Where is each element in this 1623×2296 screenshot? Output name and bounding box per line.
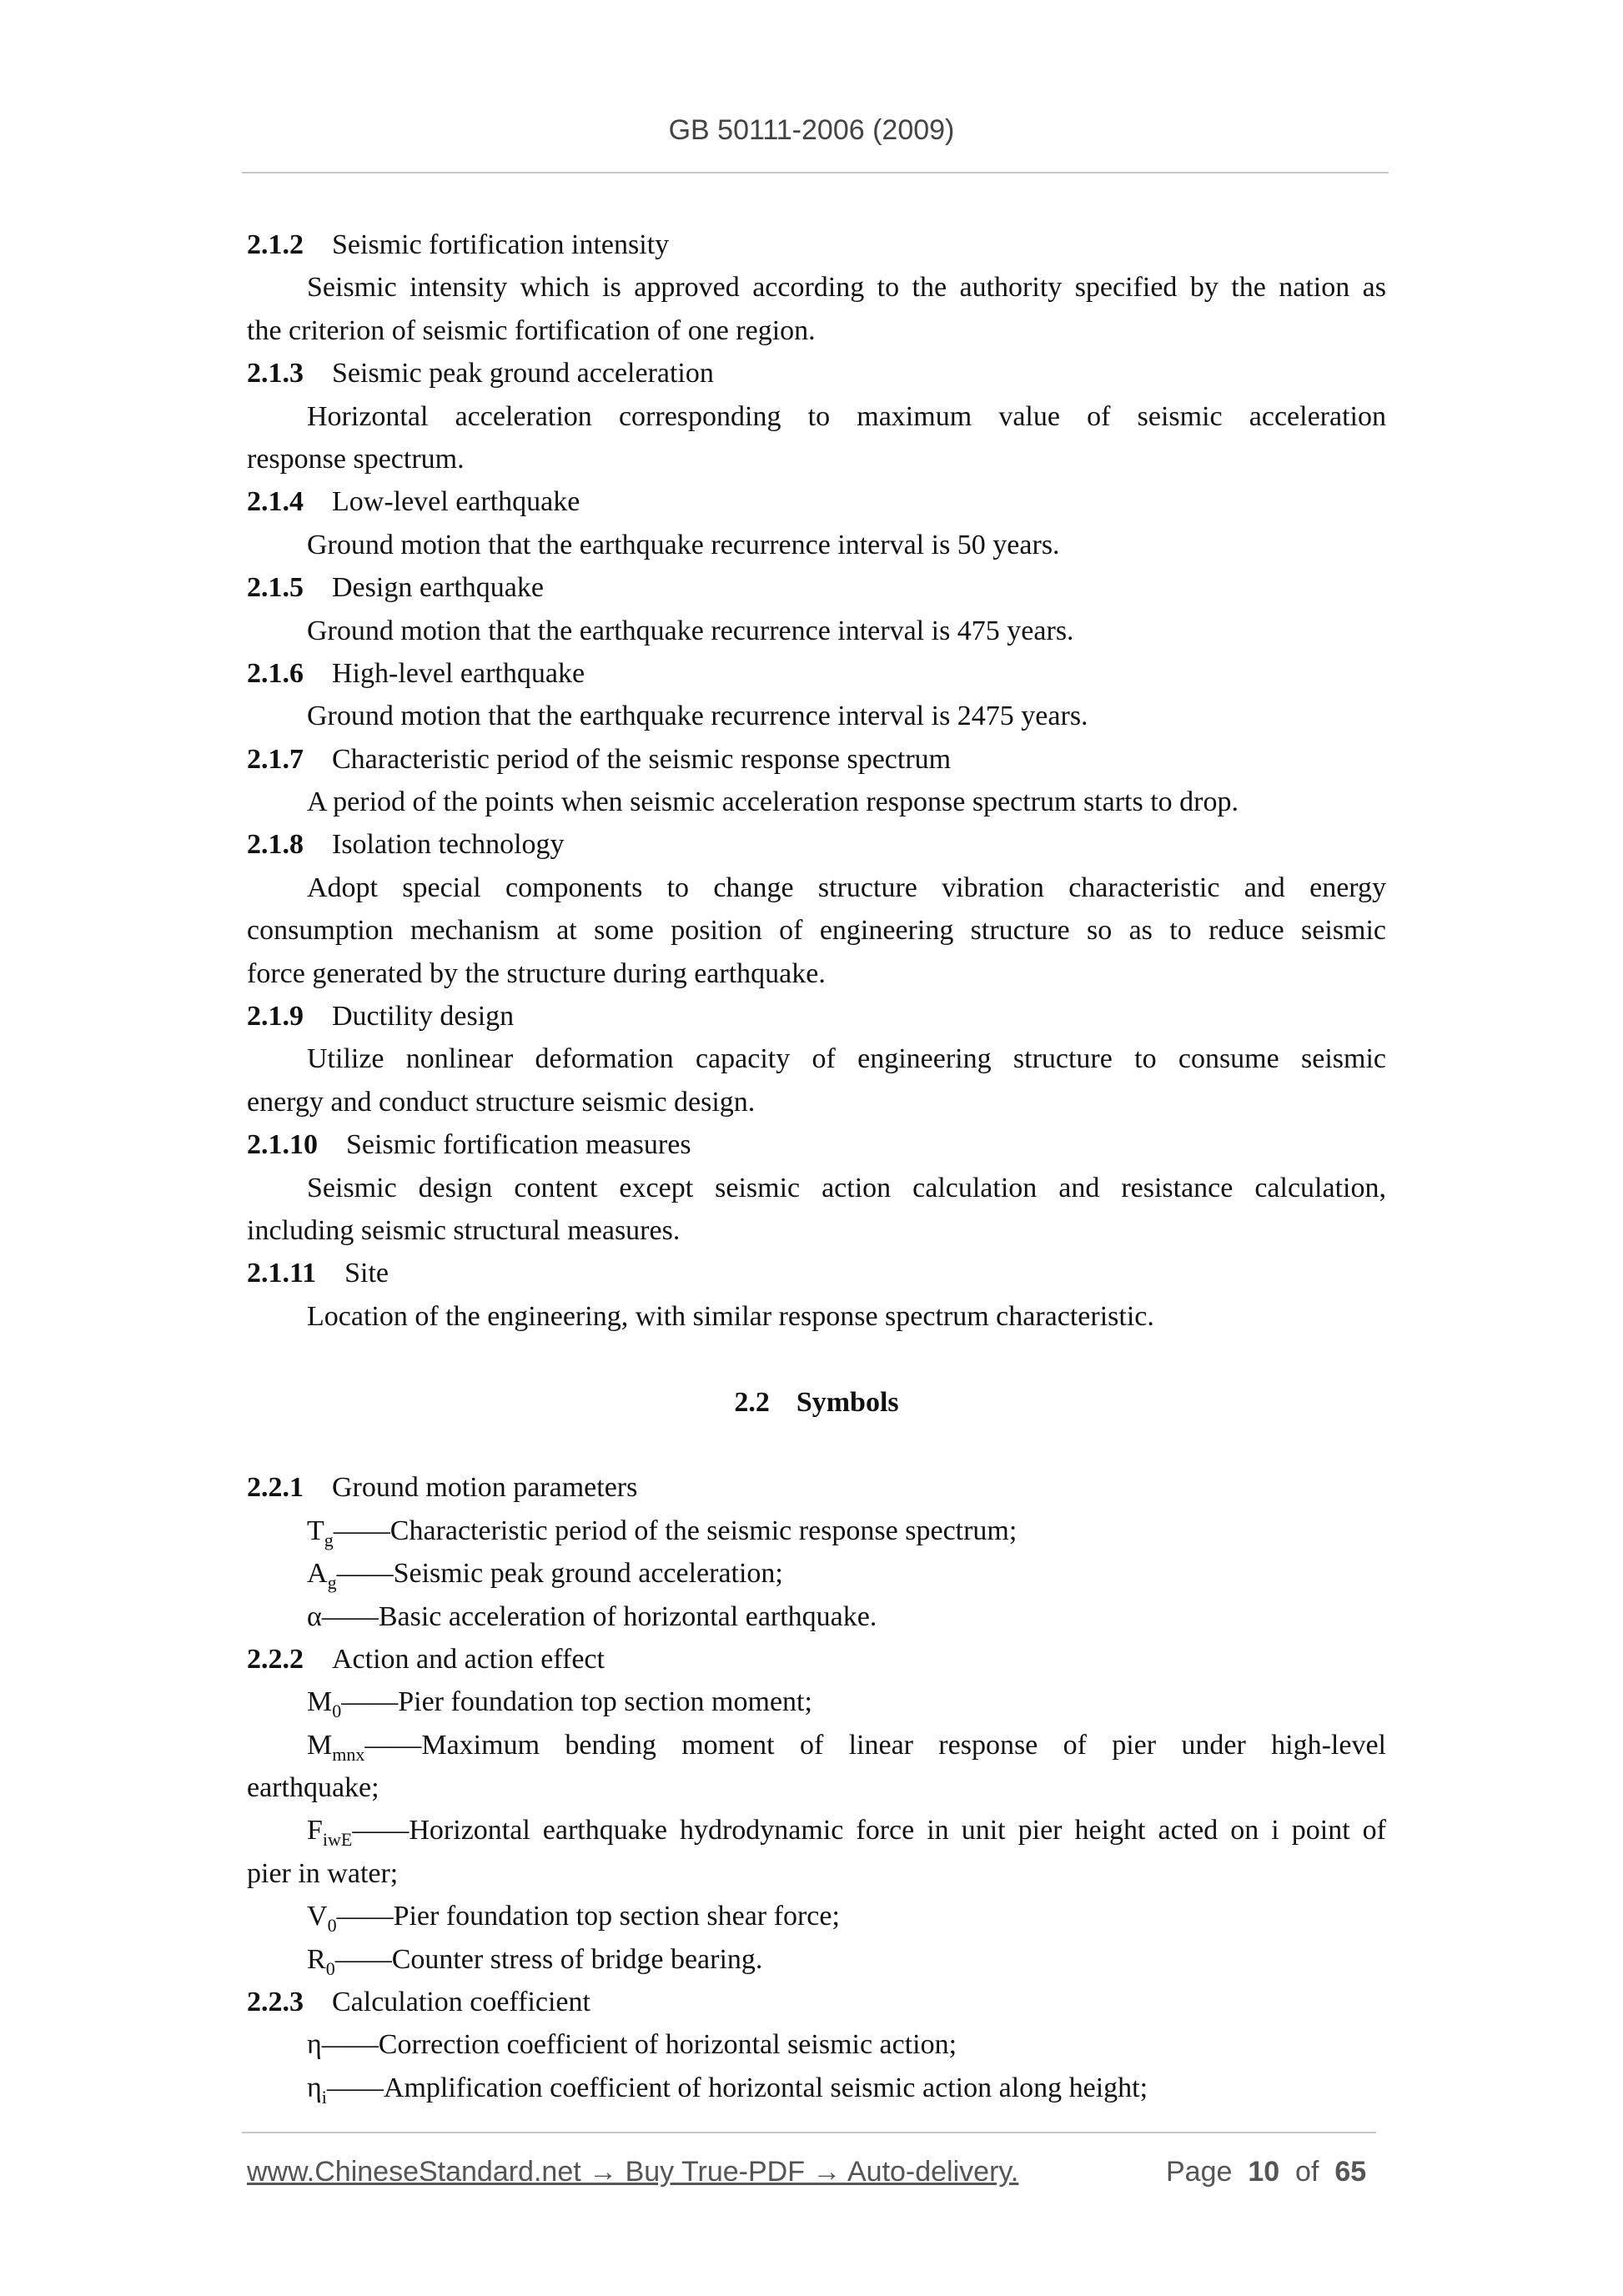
clause-heading [247, 1466, 1386, 1509]
clause-title: Action and action effect [332, 1643, 605, 1675]
clause-heading [247, 1638, 1386, 1681]
total-pages: 65 [1334, 2156, 1367, 2188]
clause-body: Ground motion that the earthquake recurrence interval is 475 years. [307, 615, 1074, 646]
footer-divider [242, 2132, 1376, 2133]
clause-title: Characteristic period of the seismic response spectrum [332, 743, 952, 775]
clause-body-cont: including seismic structural measures. [247, 1214, 681, 1246]
clause-body: Seismic design content except seismic action calculation and resistance calculation, [307, 1172, 1386, 1203]
clause-body: Ground motion that the earthquake recurrence interval is 2475 years. [307, 701, 1088, 732]
header-divider [242, 172, 1389, 173]
clause-number: 2.1.10 [247, 1129, 318, 1161]
clause-number: 2.1.4 [247, 486, 304, 518]
clause-number: 2.2.2 [247, 1643, 304, 1675]
clause-heading [247, 652, 1386, 695]
clause-body: consumption mechanism at some position of engineering structure so as to reduce seismic [247, 915, 1386, 947]
clause-heading [247, 224, 1386, 266]
clause-body: A period of the points when seismic acceleration response spectrum starts to drop. [307, 786, 1239, 818]
clause-number: 2.1.9 [247, 1001, 304, 1032]
clause-heading [247, 738, 1386, 781]
clause-heading [247, 1123, 1386, 1166]
clause-number: 2.2.3 [247, 1987, 304, 2018]
section-title: Symbols [796, 1386, 899, 1418]
symbol-definition-cont: pier in water; [247, 1857, 399, 1889]
clause-title: Low-level earthquake [332, 486, 580, 518]
symbol-definition: $A_g——Seismic$ peak ground acceleration; [307, 1558, 783, 1594]
current-page-number: 10 [1248, 2156, 1280, 2188]
clause-number: 2.1.5 [247, 572, 304, 604]
clause-body: Seismic intensity which is approved according to the authority specified by the nation as [307, 272, 1386, 304]
clause-title: Seismic fortification measures [346, 1129, 691, 1161]
section-number: 2.2 [734, 1386, 770, 1418]
clause-body-cont: energy and conduct structure seismic design. [247, 1086, 756, 1118]
definitions-list [247, 224, 1386, 1338]
clause-title: Seismic peak ground acceleration [332, 358, 714, 389]
clause-body-cont: response spectrum. [247, 443, 465, 475]
clause-heading [247, 1981, 1386, 2023]
clause-heading [247, 995, 1386, 1037]
symbol-definition: $F_{iwE}——Horizontal$ earthquake hydrodynamic force in unit pier height acted on i point of [307, 1815, 1386, 1851]
clause-body-cont: the criterion of seismic fortification of one region. [247, 314, 816, 346]
clause-heading [247, 1252, 1386, 1294]
clause-body: Ground motion that the earthquake recurrence interval is 50 years. [307, 529, 1060, 560]
clause-title: Design earthquake [332, 572, 544, 604]
clause-heading [247, 352, 1386, 394]
clause-title: High-level earthquake [332, 657, 585, 689]
page-indicator: Page 10 of 65 [1166, 2156, 1367, 2188]
clause-body: Location of the engineering, with similar response spectrum characteristic. [307, 1300, 1154, 1332]
section-heading [247, 1381, 1386, 1424]
store-link[interactable]: www.ChineseStandard.net → Buy True-PDF → Auto-delivery. [247, 2156, 1019, 2188]
clause-body: Utilize nonlinear deformation capacity of engineering structure to consume seismic [307, 1043, 1386, 1075]
clause-title: Ductility design [332, 1001, 515, 1032]
clause-number: 2.1.3 [247, 358, 304, 389]
symbol-definition: α——Basic acceleration of horizontal earthquake. [307, 1600, 877, 1632]
symbol-definition: $R_0——Counter$ stress of bridge bearing. [307, 1943, 763, 1979]
document-body [247, 224, 1386, 2109]
clause-body: Horizontal acceleration corresponding to maximum value of seismic acceleration [307, 400, 1386, 432]
symbol-definition: $M_{mnx}——Maximum$ bending moment of linear response of pier under high-level [307, 1729, 1386, 1765]
clause-number: 2.2.1 [247, 1472, 304, 1504]
clause-number: 2.1.8 [247, 829, 304, 861]
symbol-definition: $T_g——Characteristic$ period of the seismic response spectrum; [307, 1515, 1018, 1550]
symbol-definition: $\eta_i——Amplification$ coefficient of horizontal seismic action along height; [307, 2072, 1148, 2108]
clause-number: 2.1.6 [247, 657, 304, 689]
clause-body: Adopt special components to change structure vibration characteristic and energy [307, 872, 1386, 903]
clause-heading [247, 823, 1386, 866]
clause-heading [247, 566, 1386, 609]
symbol-definition-cont: earthquake; [247, 1772, 379, 1804]
clause-title: Isolation technology [332, 829, 565, 861]
clause-heading [247, 480, 1386, 523]
symbol-definition: $M_0——Pier$ foundation top section moment; [307, 1686, 812, 1722]
clause-number: 2.1.7 [247, 743, 304, 775]
clause-title: Seismic fortification intensity [332, 229, 670, 260]
page-header-title: GB 50111-2006 (2009) [668, 114, 955, 146]
clause-number: 2.1.11 [247, 1258, 317, 1289]
clause-title: Site [344, 1258, 389, 1289]
symbol-definition: η——Correction coefficient of horizontal seismic action; [307, 2029, 957, 2061]
clause-body-cont: force generated by the structure during earthquake. [247, 957, 826, 989]
clause-title: Calculation coefficient [332, 1987, 590, 2018]
clause-number: 2.1.2 [247, 229, 304, 260]
symbol-definition: $V_0——Pier$ foundation top section shear force; [307, 1901, 840, 1937]
clause-title: Ground motion parameters [332, 1472, 638, 1504]
